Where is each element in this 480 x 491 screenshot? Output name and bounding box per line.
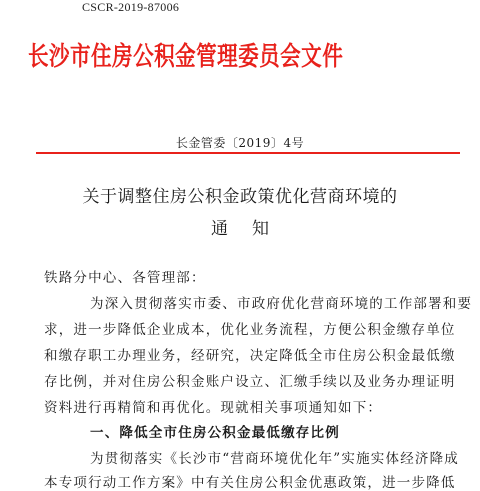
red-divider-rule <box>36 152 460 154</box>
notice-title-line2 <box>0 214 480 239</box>
document-code: CSCR-2019-87006 <box>82 0 180 14</box>
masthead-title: 长沙市住房公积金管理委员会文件 <box>28 42 344 72</box>
notice-title-char-tong: 通 <box>211 219 228 239</box>
notice-title-char-zhi: 知 <box>252 219 269 239</box>
salutation: 铁路分中心、各管理部： <box>44 270 206 286</box>
section-heading: 一、降低全市住房公积金最低缴存比例 <box>90 425 340 441</box>
paragraph-line: 本专项行动工作方案》中有关住房公积金优惠政策，进一步降低 <box>44 475 456 491</box>
paragraph-line: 和缴存职工办理业务，经研究，决定降低全市住房公积金最低缴 <box>44 348 456 364</box>
paragraph-line: 求，进一步降低企业成本，优化业务流程，方便公积金缴存单位 <box>44 322 456 338</box>
paragraph-line: 为深入贯彻落实市委、市政府优化营商环境的工作部署和要 <box>90 296 473 312</box>
paragraph-line: 资料进行再精简和再优化。现就相关事项通知如下： <box>44 400 383 416</box>
paragraph-line: 存比例，并对住房公积金账户设立、汇缴手续以及业务办理证明 <box>44 374 456 390</box>
paragraph-line: 为贯彻落实《长沙市“营商环境优化年”实施实体经济降成 <box>90 451 460 467</box>
notice-title-line1: 关于调整住房公积金政策优化营商环境的 <box>82 187 398 207</box>
document-number: 长金管委〔2019〕4号 <box>175 136 305 150</box>
